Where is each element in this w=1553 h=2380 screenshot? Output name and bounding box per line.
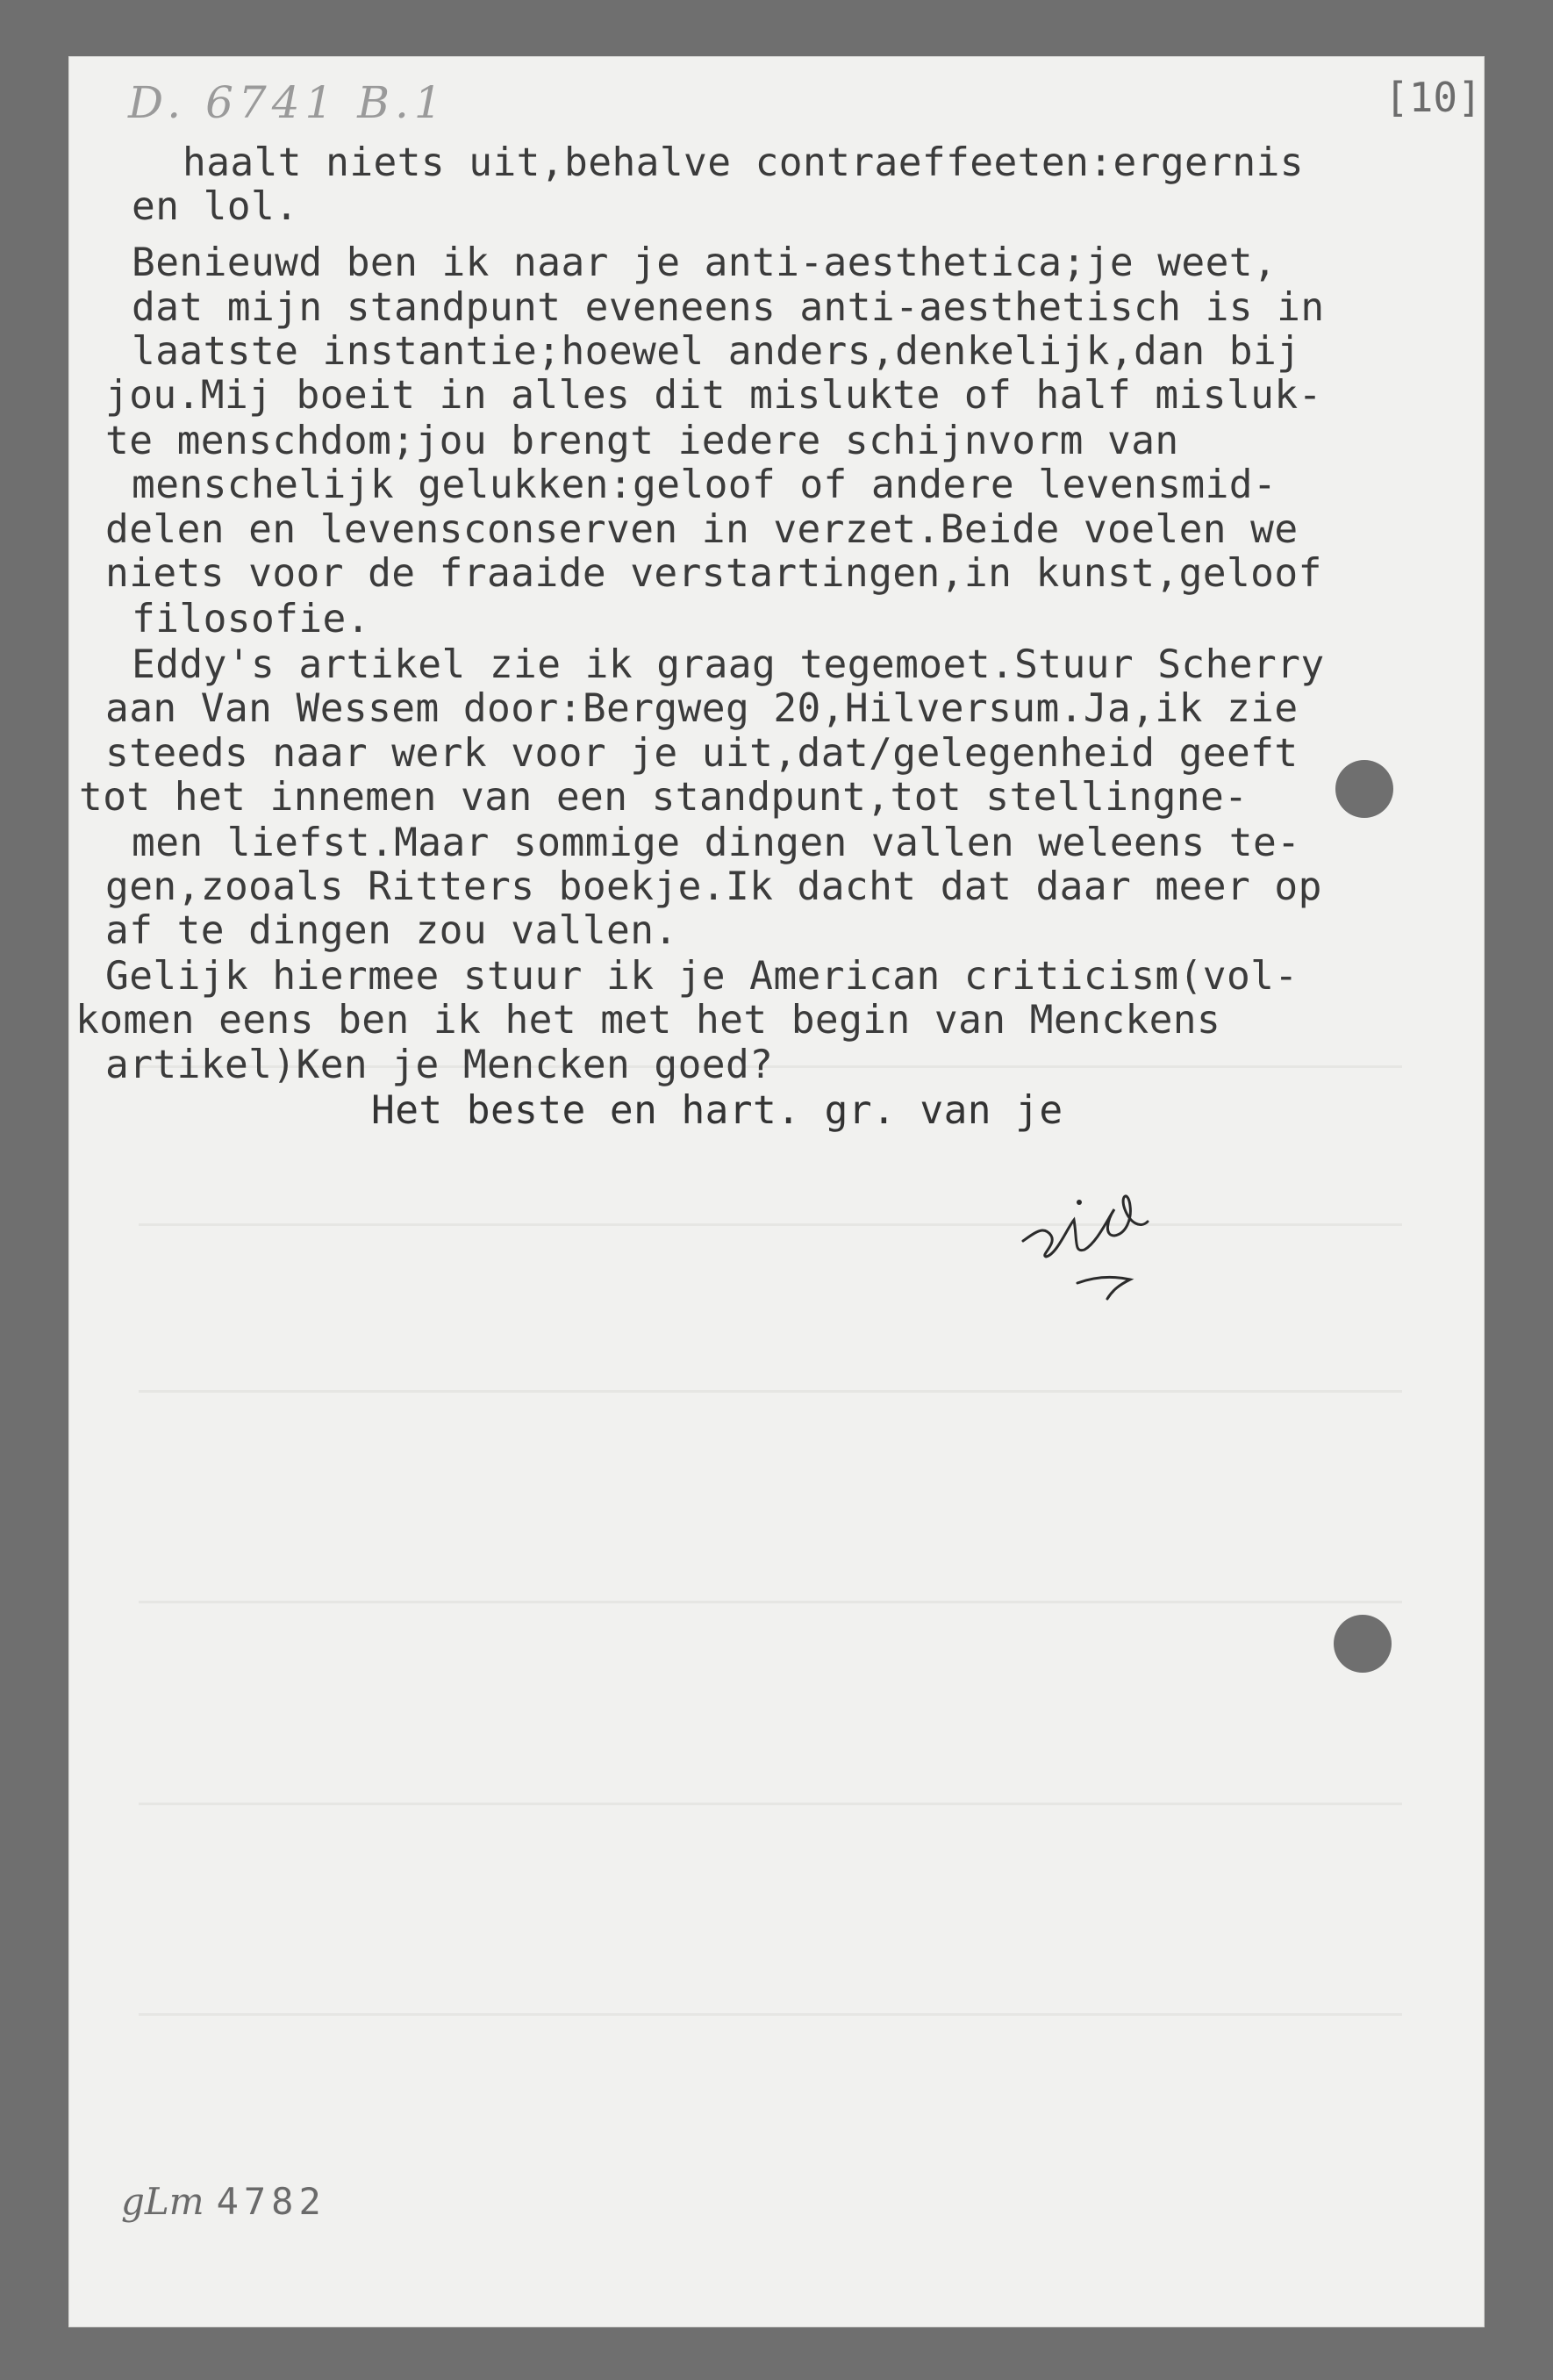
- text-line: haalt niets uit,behalve contraeffeeten:ergernis: [182, 140, 1304, 185]
- text-line: men liefst.Maar sommige dingen vallen weleens te-: [132, 821, 1301, 865]
- text-line: Gelijk hiermee stuur ik je American criticism(vol-: [105, 954, 1299, 999]
- text-line: en lol.: [132, 184, 299, 229]
- archive-pencil-mark: D. 6741 B.1: [128, 77, 447, 128]
- punch-hole: [1335, 760, 1393, 818]
- text-line: niets voor de fraaide verstartingen,in kunst,geloof: [105, 551, 1322, 596]
- punch-hole: [1334, 1615, 1392, 1673]
- handwritten-signature: [1016, 1144, 1174, 1311]
- text-line: dat mijn standpunt eveneens anti-aesthetisch is in: [132, 285, 1325, 330]
- letter-page: [68, 56, 1485, 2327]
- text-line: af te dingen zou vallen.: [105, 908, 678, 953]
- text-line: tot het innemen van een standpunt,tot stellingne-: [79, 775, 1249, 820]
- text-line: menschelijk gelukken:geloof of andere levensmid-: [132, 462, 1277, 507]
- text-line: aan Van Wessem door:Bergweg 20,Hilversum.Ja,ik zie: [105, 686, 1299, 731]
- text-line: gen,zooals Ritters boekje.Ik dacht dat daar meer op: [105, 864, 1322, 909]
- text-line: te menschdom;jou brengt iedere schijnvorm van: [105, 419, 1179, 463]
- text-line: Eddy's artikel zie ik graag tegemoet.Stuur Scherry: [132, 642, 1325, 687]
- page-number: [10]: [1385, 74, 1482, 121]
- show-through-line: [139, 1803, 1402, 1805]
- text-line: Benieuwd ben ik naar je anti-aesthetica;je weet,: [132, 240, 1277, 285]
- show-through-line: [139, 1223, 1402, 1226]
- inventory-stamp: [121, 2180, 326, 2223]
- text-line: jou.Mij boeit in alles dit mislukte of half misluk-: [105, 373, 1322, 418]
- text-line: filosofie.: [132, 597, 370, 642]
- inventory-number: 4782: [216, 2180, 326, 2223]
- text-line: komen eens ben ik het met het begin van Menckens: [75, 998, 1221, 1043]
- inventory-initials: gLm: [121, 2180, 204, 2223]
- show-through-line: [139, 2013, 1402, 2016]
- show-through-line: [139, 1390, 1402, 1393]
- show-through-line: [139, 1601, 1402, 1603]
- text-line: delen en levensconserven in verzet.Beide voelen we: [105, 507, 1299, 552]
- text-line: laatste instantie;hoewel anders,denkelijk,dan bij: [132, 329, 1301, 374]
- closing-line: Het beste en hart. gr. van je: [371, 1088, 1063, 1133]
- text-line: steeds naar werk voor je uit,dat/gelegenheid geeft: [105, 731, 1299, 776]
- text-line: artikel)Ken je Mencken goed?: [105, 1043, 774, 1087]
